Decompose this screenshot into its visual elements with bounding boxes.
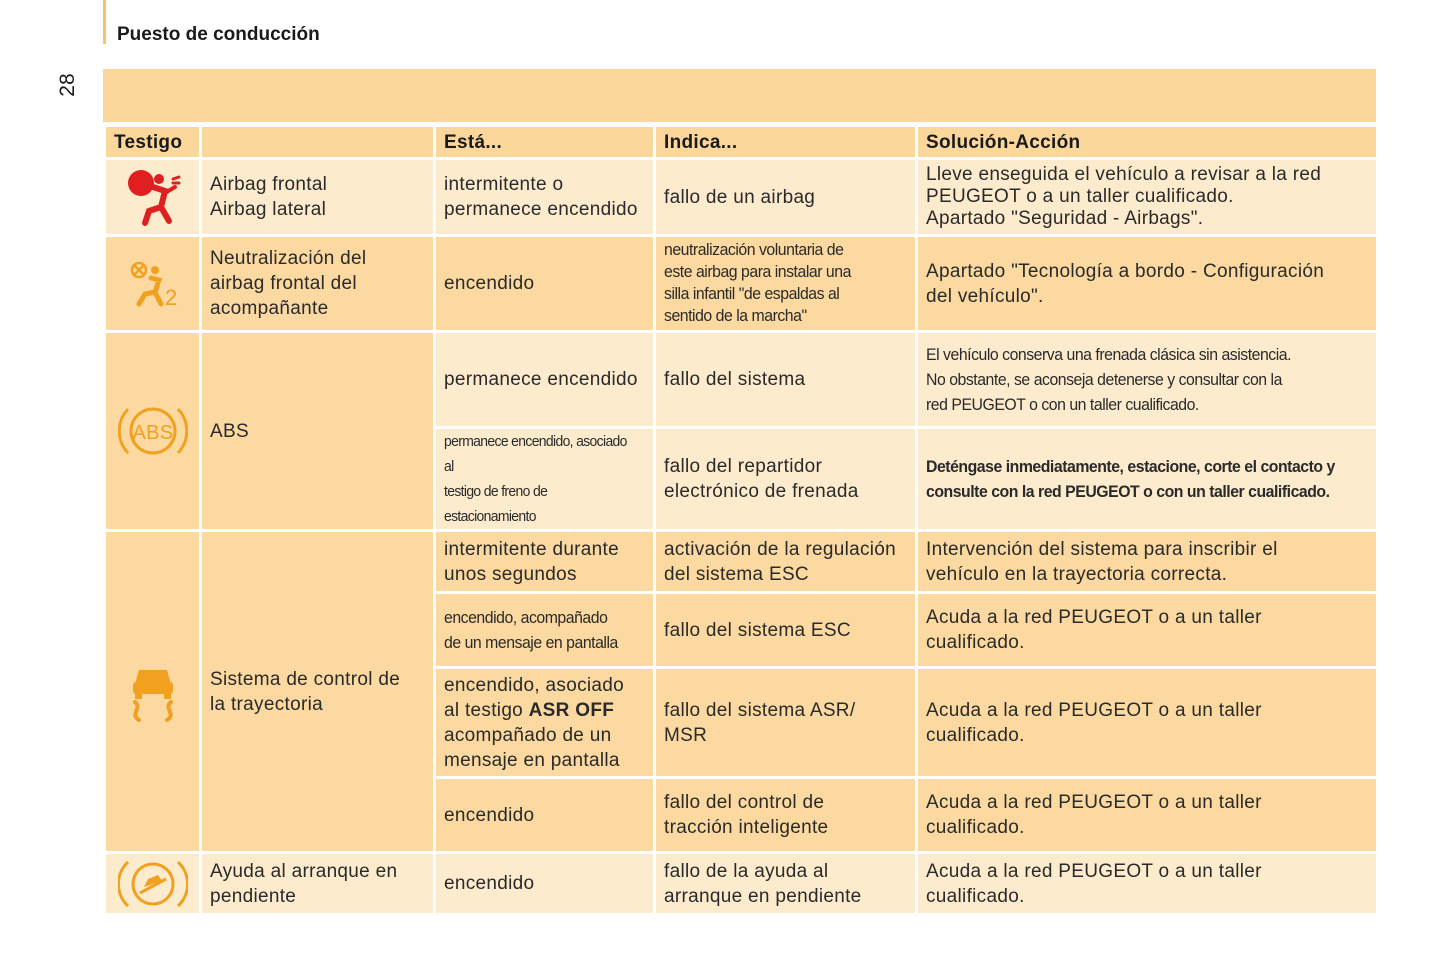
hill-name: Ayuda al arranque en pendiente [201, 853, 435, 915]
abs-solucion1-cell [917, 332, 1378, 428]
abs-indica1: fallo del sistema [655, 332, 917, 428]
col-header-testigo: Testigo [105, 126, 201, 159]
abs-icon-cell [105, 332, 201, 531]
col-header-indica: Indica... [655, 126, 917, 159]
table-row [105, 531, 1378, 593]
esc-esta2: encendido, acompañado de un mensaje en pantalla [444, 608, 618, 652]
table-header-row [105, 126, 1378, 159]
airbag-indica: fallo de un airbag [655, 159, 917, 236]
neutral-indica-cell [655, 236, 917, 332]
esc-indica1: activación de la regulación del sistema ESC [655, 531, 917, 593]
warning-lights-table [103, 124, 1379, 916]
abs-icon [118, 401, 188, 461]
esc-solucion4: Acuda a la red PEUGEOT o a un taller cualificado. [917, 778, 1378, 853]
table-row [105, 159, 1378, 236]
header-band [103, 69, 1376, 122]
hill-icon-cell [105, 853, 201, 915]
abs-name: ABS [201, 332, 435, 531]
esc-solucion3: Acuda a la red PEUGEOT o a un taller cualificado. [917, 668, 1378, 778]
abs-esta1: permanece encendido [435, 332, 655, 428]
hill-start-assist-icon [118, 855, 188, 913]
airbag-name: Airbag frontal Airbag lateral [201, 159, 435, 236]
hill-solucion: Acuda a la red PEUGEOT o a un taller cualificado. [917, 853, 1378, 915]
airbag-icon [123, 167, 183, 227]
hill-indica: fallo de la ayuda al arranque en pendiente [655, 853, 917, 915]
esc-esta3-a: encendido, asociado al testigo [444, 674, 625, 721]
table-row [105, 332, 1378, 428]
passenger-airbag-off-icon [125, 260, 181, 308]
esc-esta1: intermitente durante unos segundos [435, 531, 655, 593]
esc-indica4: fallo del control de tracción inteligente [655, 778, 917, 853]
airbag-solucion: Lleve enseguida el vehículo a revisar a la red PEUGEOT o a un taller cualificado. Apartado "Seguridad - Airbags". [917, 159, 1378, 236]
esc-icon-cell [105, 531, 201, 853]
abs-indica2: fallo del repartidor electrónico de frenada [655, 428, 917, 531]
esc-esta2-cell [435, 593, 655, 668]
side-rule [103, 0, 106, 44]
airbag-esta: intermitente o permanece encendido [435, 159, 655, 236]
stability-control-icon [125, 662, 181, 722]
abs-solucion2: Deténgase inmediatamente, estacione, corte el contacto y consulte con la red PEUGEOT o con un taller cualificado. [926, 457, 1335, 501]
airbag-icon-cell [105, 159, 201, 236]
esc-esta3-c: acompañado de un mensaje en pantalla [444, 724, 620, 771]
neutral-esta: encendido [435, 236, 655, 332]
neutral-icon-cell [105, 236, 201, 332]
page-number: 28 [56, 73, 79, 97]
col-header-solucion: Solución-Acción [917, 126, 1378, 159]
abs-esta2: permanece encendido, asociado al testigo de freno de estacionamiento [444, 433, 627, 525]
neutral-indica: neutralización voluntaria de este airbag para instalar una silla infantil "de espaldas al sentido de la marcha" [664, 240, 851, 325]
hill-esta: encendido [435, 853, 655, 915]
esc-esta3 [435, 668, 655, 778]
table-row [105, 853, 1378, 915]
neutral-solucion: Apartado "Tecnología a bordo - Configuración del vehículo". [917, 236, 1378, 332]
table-row [105, 236, 1378, 332]
neutral-name: Neutralización del airbag frontal del acompañante [201, 236, 435, 332]
esc-name: Sistema de control de la trayectoria [201, 531, 435, 853]
svg-text:ABS: ABS [132, 422, 173, 444]
esc-indica2: fallo del sistema ESC [655, 593, 917, 668]
esc-solucion2: Acuda a la red PEUGEOT o a un taller cualificado. [917, 593, 1378, 668]
col-header-blank [201, 126, 435, 159]
esc-solucion1: Intervención del sistema para inscribir el vehículo en la trayectoria correcta. [917, 531, 1378, 593]
abs-esta2-cell [435, 428, 655, 531]
svg-text:2: 2 [164, 284, 178, 308]
abs-solucion1: El vehículo conserva una frenada clásica sin asistencia. No obstante, se aconseja detenerse y consultar con la red PEUGEOT o con un taller cualificado. [926, 345, 1292, 414]
esc-indica3: fallo del sistema ASR/ MSR [655, 668, 917, 778]
section-title: Puesto de conducción [117, 24, 320, 45]
col-header-esta: Está... [435, 126, 655, 159]
abs-solucion2-cell [917, 428, 1378, 531]
asr-off-label: ASR OFF [528, 699, 615, 721]
esc-esta4: encendido [435, 778, 655, 853]
